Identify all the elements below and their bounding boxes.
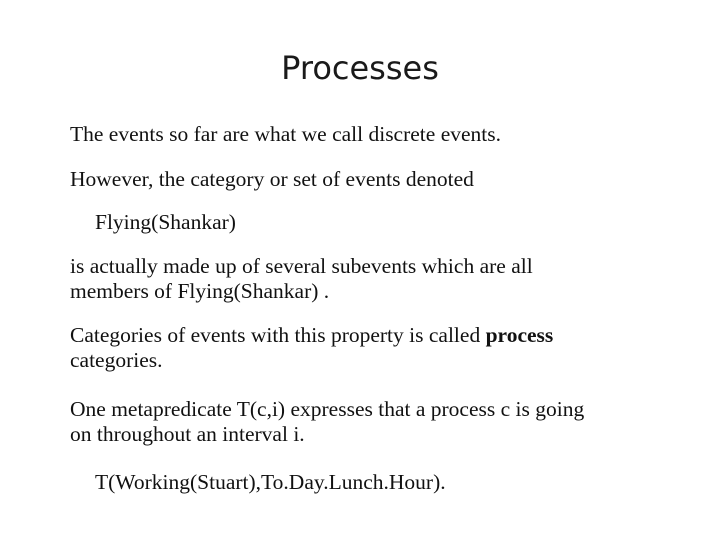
paragraph-text: The events so far are what we call discrete events. [70, 122, 501, 146]
paragraph-category-denoted [70, 167, 670, 192]
paragraph-process-categories [70, 323, 670, 373]
paragraph-line: One metapredicate T(c,i) expresses that a process c is going [70, 397, 585, 421]
paragraph-text: However, the category or set of events denoted [70, 167, 474, 191]
paragraph-text: Flying(Shankar) [95, 210, 236, 234]
paragraph-text: Categories of events with this property is called [70, 323, 486, 347]
paragraph-line: on throughout an interval i. [70, 422, 305, 446]
bold-term-process: process [485, 323, 554, 347]
paragraph-metapredicate [70, 397, 670, 447]
paragraph-subevents [70, 254, 670, 304]
paragraph-line: categories. [70, 348, 163, 372]
paragraph-line: members of Flying(Shankar) . [70, 279, 330, 303]
paragraph-text: T(Working(Stuart),To.Day.Lunch.Hour). [95, 470, 446, 494]
paragraph-line [70, 323, 670, 348]
paragraph-example-working [95, 470, 695, 495]
paragraph-discrete-events [70, 122, 670, 147]
slide-title: Processes [281, 49, 439, 87]
paragraph-flying-shankar [95, 210, 695, 235]
paragraph-line: is actually made up of several subevents which are all [70, 254, 533, 278]
